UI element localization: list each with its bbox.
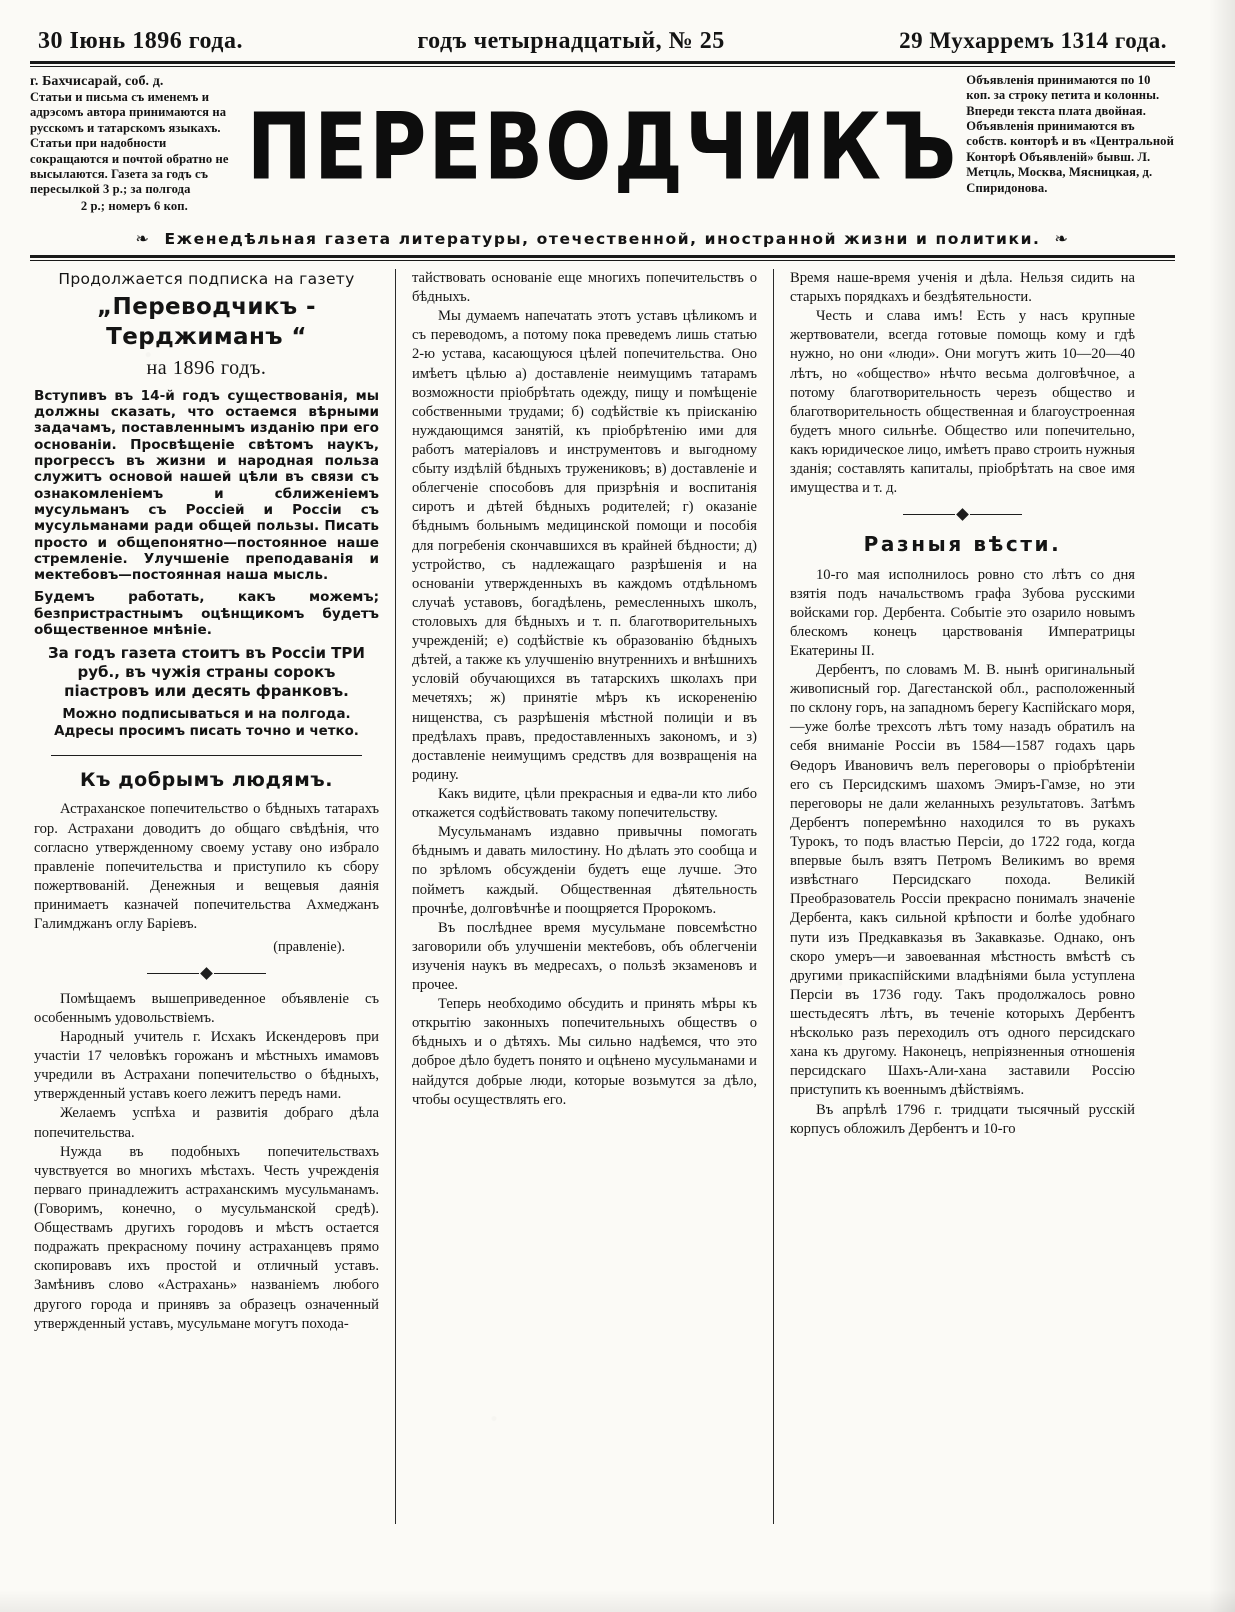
masthead-right-notice bbox=[958, 73, 1175, 223]
subscription-lead: Продолжается подписка на газету bbox=[58, 270, 355, 288]
issue-year-number: годъ четырнадцатый, № 25 bbox=[417, 28, 725, 54]
column-separator bbox=[773, 269, 774, 1524]
newspaper-subtitle: Еженедѣльная газета литературы, отечественной, иностранной жизни и политики. bbox=[164, 229, 1041, 248]
section-divider bbox=[51, 755, 362, 756]
subscription-paragraph: Будемъ работать, какъ можемъ; безпристрастнымъ оцѣнщикомъ будетъ общественное мнѣніе. bbox=[34, 589, 379, 639]
article-signature: (правленіе). bbox=[273, 939, 345, 956]
masthead-subtitle-band bbox=[30, 223, 1175, 253]
paragraph: Мусульманамъ издавно привычны помогать бѣднымъ и давать милостину. Но дѣлать это сообща и по зрѣломъ обсужденіи будетъ еще лучше. Это пойметъ каждый. Общественная дѣятельность прочнѣе, долговѣчнѣе и поощряется Пророкомъ. bbox=[412, 824, 757, 917]
newspaper-title: ПЕРЕВОДЧИКЪ bbox=[246, 94, 959, 202]
masthead-left-line-3: 2 р.; номеръ 6 коп. bbox=[80, 198, 188, 213]
ornament-right-icon: ❧ bbox=[1054, 229, 1070, 248]
column-3 bbox=[780, 269, 1145, 1524]
paragraph: Какъ видите, цѣли прекрасныя и едва-ли кто либо откажется содѣйствовать такому попечительству. bbox=[412, 785, 757, 822]
paragraph: 10-го мая исполнилось ровно сто лѣтъ со дня взятія подъ начальствомъ графа Зубова русскими войсками гор. Дербента. Событіе это озарило новымъ блескомъ конецъ царствованія Императрицы Екатерины II. bbox=[790, 566, 1135, 659]
subscription-title: „Переводчикъ - Терджиманъ “ bbox=[97, 294, 316, 351]
issue-date-gregorian: 30 Іюнь 1896 года. bbox=[38, 28, 243, 54]
paragraph: Нужда въ подобныхъ попечительствахъ чувствуется во многихъ мѣстахъ. Честь учрежденія перваго принадлежитъ астраханскимъ мусульманамъ. (Говоримъ, конечно, о мусульманской средѣ). Обществамъ другихъ городовъ и мѣстъ остается подражать прекрасному почину астраханцевъ прямо скопировавъ ихъ простой и отличный уставъ. Замѣнивъ слово «Астрахань» названіемъ любого другого города и принявъ за образецъ означенный утвержденный уставъ, мусульмане могутъ похода- bbox=[34, 1143, 379, 1332]
paragraph: Въ апрѣлѣ 1796 г. тридцати тысячный русскій корпусъ обложилъ Дербентъ и 10-го bbox=[790, 1101, 1135, 1137]
paragraph: Честь и слава имъ! Есть у насъ крупные жертвователи, всегда готовые помощь кому и гдѣ нужно, но они «люди». Они могутъ жить 10—20—40 лѣтъ, но «общество» нѣчто весьма долговѣчное, а потому благотворительность черезъ общество и благотворительность общественная и благоустроенная будетъ много сильнѣе. Общество или попечительно, какъ юридическое лицо, имѣетъ право строить нужныя зданія; составлять капиталы, пріобрѣтать на свое имя имущества и т. д. bbox=[790, 308, 1135, 497]
paragraph: Время наше-время ученія и дѣла. Нельзя сидить на старыхъ порядкахъ и бездѣятельности. bbox=[790, 270, 1135, 306]
diamond-divider bbox=[790, 510, 1135, 519]
paragraph: Астраханское попечительство о бѣдныхъ татарахъ гор. Астрахани доводитъ до общаго свѣдѣнія, что согласно утвержденному своему уставу оно избрало правленіе попечительства и приступило къ сбору пожертвованій. Денежныя и вещевыя даянія принимаетъ казначей попечительства Ахмеджанъ Галимджанъ оглу Баріевъ. bbox=[34, 801, 379, 933]
masthead bbox=[30, 67, 1175, 223]
masthead-left-line-2: Статьи и письма съ именемъ и адрэсомъ автора принимаются на русскомъ и татарскомъ языкахъ. Статьи при надобности сокращаются и почтой обратно не высылаются. Газета за годъ съ пересылкой 3 р.; за полгода bbox=[30, 90, 229, 197]
masthead-left-notice bbox=[30, 73, 247, 223]
article-columns bbox=[30, 269, 1175, 1524]
column-2 bbox=[402, 269, 767, 1524]
masthead-left-line-1: г. Бахчисарай, соб. д. bbox=[30, 74, 164, 89]
column-1 bbox=[30, 269, 389, 1524]
paragraph: тайствовать основаніе еще многихъ попечительствъ о бѣдныхъ. bbox=[412, 270, 757, 306]
paragraph: Желаемъ успѣха и развитія добраго дѣла попечительства. bbox=[34, 1105, 379, 1141]
subscription-note: Можно подписываться и на полгода. Адресы просимъ писать точно и четко. bbox=[54, 707, 359, 739]
subscription-year: на 1896 годъ. bbox=[146, 356, 267, 379]
page-edge-shadow bbox=[1209, 0, 1235, 1612]
masthead-divider-bottom bbox=[30, 255, 1175, 261]
diamond-icon bbox=[200, 967, 213, 980]
column-separator bbox=[395, 269, 396, 1524]
subscription-price: За годъ газета стоитъ въ Россіи ТРИ руб., въ чужія страны сорокъ піастровъ или десять франковъ. bbox=[48, 644, 365, 701]
diamond-icon bbox=[956, 508, 969, 521]
diamond-divider bbox=[34, 969, 379, 978]
article-title-misc-news: Разныя вѣсти. bbox=[863, 532, 1062, 557]
article-title-kind-people: Къ добрымъ людямъ. bbox=[79, 768, 334, 791]
paragraph: Народный учитель г. Исхакъ Искендеровъ при участіи 17 человѣкъ горожанъ и мѣстныхъ имамовъ учредили въ Астрахани попечительство о бѣдныхъ, утвержденный уставъ коего лежитъ передъ нами. bbox=[34, 1029, 379, 1103]
paragraph: Въ послѣднее время мусульмане повсемѣстно заговорили объ улучшеніи мектебовъ, объ облегченіи изученія наукъ въ медресахъ, о пользѣ экзаменовъ и прочее. bbox=[412, 919, 757, 994]
paragraph: Дербентъ, по словамъ М. В. нынѣ оригинальный живописный гор. Дагестанской обл., расположенный по склону горъ, на западномъ берегу Каспійскаго моря,—уже болѣе трехсотъ лѣтъ тому назадъ обратилъ на себя вниманіе Россіи въ 1584—1587 годахъ царь Ѳедоръ Ивановичъ велъ переговоры о пріобрѣтеніи его съ Персидскимъ шахомъ Эмиръ-Гамзе, но эти переговоры не дали желанныхъ результатовъ. Затѣмъ Дербентъ поперемѣнно находился то въ рукахъ Турокъ, то подъ властью Персіи, до 1722 года, когда впервые былъ взятъ Петромъ Великимъ во время извѣстнаго Персидскаго похода. Великій Преобразователь Россіи прекрасно понималъ значеніе Дербента, какъ сильной крѣпости и болѣе удобнаго пути изъ Предкавказья въ Закавказье. Однако, онъ скоро умеръ—и завоеванная мѣстность вмѣстѣ съ другими прикаспійскими владѣніями была уступлена Персіи въ 1736 году. Такъ продолжалось ровно шестьдесятъ лѣтъ, въ теченіе которыхъ Дербентъ нѣсколько разъ переходилъ отъ одного персидскаго хана къ другому. Наконецъ, непріязненныя отношенія персидскаго Шахъ-Али-хана заставили Россію приступить къ военнымъ дѣйствіямъ. bbox=[790, 662, 1135, 1099]
masthead-right-line-1: Объявленія принимаются по 10 коп. за строку петита и колонны. Впереди текста плата двойная. Объявленія принимаются въ собств. конторѣ и въ «Центральной Конторѣ Объявленій» бывш. Л. Метцль, Москва, Мясницкая, д. Спиридонова. bbox=[966, 73, 1174, 195]
ornament-left-icon: ❧ bbox=[135, 229, 151, 248]
masthead-topline bbox=[30, 28, 1175, 59]
paragraph: Теперь необходимо обсудить и принять мѣры къ открытію законныхъ попечительныхъ обществъ о бѣдныхъ и о дѣтяхъ. Мы сильно надѣемся, что это доброе дѣло будетъ понято и оцѣнено мусульманами и найдутся добрые люди, которые возьмутся за дѣло, чтобы осуществлять его. bbox=[412, 996, 757, 1108]
subscription-body bbox=[34, 388, 379, 639]
paragraph: Мы думаемъ напечатать этотъ уставъ цѣликомъ и съ переводомъ, а потому пока преведемъ лишь статью 2-ю устава, касающуюся цѣлей попечительства. Оно имѣетъ цѣлью а) доставленіе неимущимъ татарамъ возможности пріобрѣтать одежду, пищу и помѣщеніе собственными трудами; б) содѣйствіе къ пріисканію нуждающимся занятій, къ пріобрѣтенію ими для работъ матеріаловъ и инструментовъ и выгодному сбыту издѣлій бѣдныхъ тружениковъ; в) доставленіе и облегченіе способовъ для призрѣнія и воспитанія сиротъ и дѣтей бѣдныхъ родителей; г) оказаніе бѣднымъ больнымъ медицинской помощи и пособія для погребенія скончавшихся въ крайней бѣдности; д) устройство, съ надлежащаго разрѣшенія и на основаніи утвержденныхъ въ каждомъ отдѣльномъ случаѣ уставовъ, богадѣлень, ремесленныхъ школъ, столовыхъ для бѣдныхъ и т. п. благотворительныхъ учрежденій; е) содѣйствіе къ образованію бѣдныхъ дѣтей, а также къ улучшенію внутреннихъ и внѣшнихъ условій обучающихся въ татарскихъ школахъ при мечетяхъ; ж) принятіе мѣръ къ искорененію нищенства, съ разрѣшенія мѣстной полиціи и въ предѣлахъ правъ, предоставленныхъ закономъ, и з) доставленіе неимущимъ средствъ для возвращенія на родину. bbox=[412, 308, 757, 783]
newspaper-sheet bbox=[30, 28, 1175, 1588]
issue-date-hijri: 29 Мухарремъ 1314 года. bbox=[899, 28, 1167, 53]
masthead-title-area bbox=[247, 73, 959, 223]
subscription-paragraph: Вступивъ въ 14-й годъ существованія, мы должны сказать, что остаемся вѣрными задачамъ, поставленнымъ изданію при его основаніи. Просвѣщеніе свѣтомъ наукъ, прогрессъ въ жизни и народная польза служитъ основой нашей цѣли въ связи съ ознакомленіемъ и сближеніемъ мусульманъ съ Россіей и Россіи съ мусульманами ради общей пользы. Писать просто и общепонятно—постоянное наше стремленіе. Улучшеніе преподаванія и мектебовъ—постоянная наша мысль. bbox=[34, 387, 379, 584]
page-bottom-shadow bbox=[0, 1590, 1235, 1612]
paragraph: Помѣщаемъ вышеприведенное объявленіе съ особеннымъ удовольствіемъ. bbox=[34, 990, 379, 1026]
